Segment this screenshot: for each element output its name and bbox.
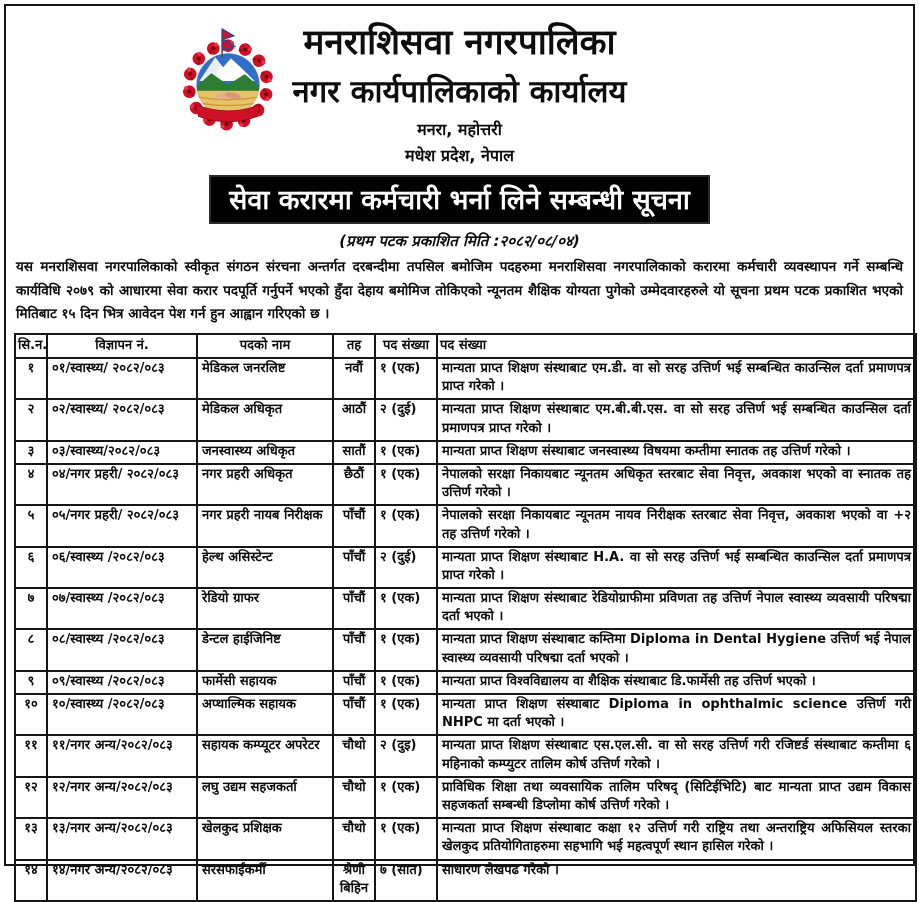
vacancy-table-body: [15, 358, 916, 901]
level-cell: आठौं: [333, 399, 375, 440]
level-cell: पाँचौं: [333, 671, 375, 694]
qualification-cell: मान्यता प्राप्त शिक्षण संस्थाबाट एम.डी. वा सो सरह उत्तिर्ण भई सम्बन्धित काउन्सिल दर्ता प्रमाणपत्र प्राप्त गरेको ।: [437, 358, 916, 399]
table-row: [15, 629, 916, 670]
address-district: मनरा, महोत्तरी: [417, 119, 502, 139]
post-name-cell: हेल्थ असिस्टेन्ट: [197, 547, 333, 588]
level-cell: छैठौं: [333, 464, 375, 505]
post-name-cell: नगर प्रहरी नायब निरीक्षक: [197, 505, 333, 546]
advt-no-cell: १०/स्वास्थ्य /२०८२/०८३: [47, 694, 197, 735]
header-row: [15, 334, 916, 358]
count-cell: २ (दुई): [375, 547, 437, 588]
sn-cell: ५: [15, 505, 47, 546]
qualification-cell: मान्यता प्राप्त शिक्षण संस्थाबाट कक्षा १२ उत्तिर्ण गरी राष्ट्रिय तथा अन्तराष्ट्रिय अफिसियल स्तरका खेलकुद प्रतियोगिताहरुमा सहभागि भई महत्वपूर्ण स्थान हासिल गरेको ।: [437, 818, 916, 859]
notice-document: [4, 4, 915, 896]
table-row: [15, 358, 916, 399]
count-cell: १ (एक): [375, 818, 437, 859]
advt-no-cell: ०२/स्वास्थ्य/ २०८२/०८३: [47, 399, 197, 440]
post-name-cell: सहायक कम्प्यूटर अपरेटर: [197, 735, 333, 776]
qualification-cell: मान्यता प्राप्त विश्वविद्यालय वा शैक्षिक संस्थाबाट डि.फार्मेसी तह उत्तिर्ण भएको ।: [437, 671, 916, 694]
qualification-cell: मान्यता प्राप्त शिक्षण संस्थाबाट रेडियोग्राफीमा प्रविणता तह उत्तिर्ण नेपाल स्वास्थ्य व्यवसायी परिषद्मा दर्ता भएको ।: [437, 588, 916, 629]
table-row: [15, 505, 916, 546]
count-cell: १ (एक): [375, 694, 437, 735]
qualification-cell: मान्यता प्राप्त शिक्षण संस्थाबाट एम.बी.बी.एस. वा सो सरह उत्तिर्ण भई सम्बन्धित काउन्सिल दर्ता प्रमाणपत्र प्राप्त गरेको ।: [437, 399, 916, 440]
table-row: [15, 588, 916, 629]
qualification-cell: नेपालको सरक्षा निकायबाट न्यूनतम नायव निरीक्षक स्तरबाट सेवा निवृत्त, अवकाश भएको वा +२ तह उत्तिर्ण गरेको ।: [437, 505, 916, 546]
municipality-name: मनराशिसवा नगरपालिका: [303, 23, 616, 63]
level-cell: चौथो: [333, 818, 375, 859]
advt-no-cell: ०४/नगर प्रहरी/ २०८२/०८३: [47, 464, 197, 505]
advt-no-cell: ०६/स्वास्थ्य /२०८२/०८३: [47, 547, 197, 588]
sn-cell: १३: [15, 818, 47, 859]
advt-no-cell: १३/नगर अन्य/२०८२/०८३: [47, 818, 197, 859]
office-name: नगर कार्यपालिकाको कार्यालय: [292, 73, 627, 110]
sn-cell: ८: [15, 629, 47, 670]
advt-no-cell: ०१/स्वास्थ्य/ २०८२/०८३: [47, 358, 197, 399]
post-name-cell: खेलकुद प्रशिक्षक: [197, 818, 333, 859]
count-cell: १ (एक): [375, 505, 437, 546]
notice-title-banner: सेवा करारमा कर्मचारी भर्ना लिने सम्बन्धी सूचना: [209, 175, 710, 224]
advt-no-cell: १२/नगर अन्य/२०८२/०८३: [47, 777, 197, 818]
qualification-cell: मान्यता प्राप्त शिक्षण संस्थाबाट कम्तिमा Diploma in Dental Hygiene उत्तिर्ण भई नेपाल स्वास्थ्य व्यवसायी परिषद्मा दर्ता भएको ।: [437, 629, 916, 670]
column-header-3: तह: [333, 334, 375, 358]
table-row: [15, 818, 916, 859]
count-cell: २ (दुई): [375, 399, 437, 440]
sn-cell: १: [15, 358, 47, 399]
post-name-cell: मेडिकल जनरलिष्ट: [197, 358, 333, 399]
post-name-cell: रेडियो ग्राफर: [197, 588, 333, 629]
level-cell: पाँचौं: [333, 505, 375, 546]
advt-no-cell: ०३/स्वास्थ्य/२०८२/०८३: [47, 441, 197, 464]
level-cell: पाँचौं: [333, 547, 375, 588]
advt-no-cell: ०७/स्वास्थ्य /२०८२/०८३: [47, 588, 197, 629]
sn-cell: १०: [15, 694, 47, 735]
address-province: मधेश प्रदेश, नेपाल: [405, 145, 514, 165]
sn-cell: ७: [15, 588, 47, 629]
letterhead: [6, 6, 913, 166]
column-header-4: पद संख्या: [375, 334, 437, 358]
sn-cell: १४: [15, 860, 47, 901]
level-cell: सातौं: [333, 441, 375, 464]
count-cell: १ (एक): [375, 588, 437, 629]
advt-no-cell: ०९/स्वास्थ्य /२०८२/०८३: [47, 671, 197, 694]
qualification-cell: प्राविधिक शिक्षा तथा व्यवसायिक तालिम परिषद् (सिटिईभिटि) बाट मान्यता प्राप्त उद्यम विकास सहजकर्ता सम्बन्धी डिप्लोमा कोर्ष उत्तिर्ण गरेको ।: [437, 777, 916, 818]
level-cell: चौथो: [333, 777, 375, 818]
post-name-cell: लघु उद्यम सहजकर्ता: [197, 777, 333, 818]
sn-cell: ६: [15, 547, 47, 588]
qualification-cell: मान्यता प्राप्त शिक्षण संस्थाबाट H.A. वा सो सरह उत्तिर्ण भई सम्बन्धित काउन्सिल दर्ता प्रमाणपत्र प्राप्त गरेको ।: [437, 547, 916, 588]
table-row: [15, 547, 916, 588]
advt-no-cell: १४/नगर अन्य/२०८२/०८३: [47, 860, 197, 901]
advt-no-cell: ०५/नगर प्रहरी/ २०८२/०८३: [47, 505, 197, 546]
count-cell: १ (एक): [375, 671, 437, 694]
count-cell: १ (एक): [375, 777, 437, 818]
level-cell: श्रेणी बिहिन: [333, 860, 375, 901]
count-cell: ७ (सात): [375, 860, 437, 901]
level-cell: चौथो: [333, 735, 375, 776]
level-cell: पाँचौं: [333, 588, 375, 629]
qualification-cell: साधारण लेखपढ गरेको ।: [437, 860, 916, 901]
table-row: [15, 735, 916, 776]
nepal-government-emblem-icon: [174, 24, 282, 136]
sn-cell: ११: [15, 735, 47, 776]
advt-no-cell: ११/नगर अन्य/२०८२/०८३: [47, 735, 197, 776]
post-name-cell: डेन्टल हाईजिनिष्ट: [197, 629, 333, 670]
table-row: [15, 399, 916, 440]
qualification-cell: नेपालको सरक्षा निकायबाट न्यूनतम अधिकृत स्तरबाट सेवा निवृत्त, अवकाश भएको वा स्नातक तह उत्तिर्ण गरेको ।: [437, 464, 916, 505]
count-cell: २ (दुइ): [375, 735, 437, 776]
level-cell: पाँचौं: [333, 629, 375, 670]
table-row: [15, 694, 916, 735]
count-cell: १ (एक): [375, 358, 437, 399]
level-cell: नवौं: [333, 358, 375, 399]
column-header-1: विज्ञापन नं.: [47, 334, 197, 358]
post-name-cell: नगर प्रहरी अधिकृत: [197, 464, 333, 505]
count-cell: १ (एक): [375, 441, 437, 464]
sn-cell: ३: [15, 441, 47, 464]
table-row: [15, 671, 916, 694]
post-name-cell: फार्मेसी सहायक: [197, 671, 333, 694]
table-row: [15, 441, 916, 464]
advt-no-cell: ०८/स्वास्थ्य /२०८२/०८३: [47, 629, 197, 670]
sn-cell: १२: [15, 777, 47, 818]
vacancy-table: [14, 333, 917, 902]
table-row: [15, 777, 916, 818]
qualification-cell: मान्यता प्राप्त शिक्षण संस्थाबाट Diploma in ophthalmic science उत्तिर्ण गरी NHPC मा दर्ता भएको ।: [437, 694, 916, 735]
post-name-cell: अप्थाल्मिक सहायक: [197, 694, 333, 735]
qualification-cell: मान्यता प्राप्त शिक्षण संस्थाबाट एस.एल.सी. वा सो सरह उत्तिर्ण गरी रजिष्टर्ड संस्थाबाट कम्तीमा ६ महिनाको कम्प्युटर तालिम कोर्ष उत्तिर्ण गरेको ।: [437, 735, 916, 776]
column-header-5: पद संख्या: [437, 334, 916, 358]
column-header-2: पदको नाम: [197, 334, 333, 358]
qualification-cell: मान्यता प्राप्त शिक्षण संस्थाबाट जनस्वास्थ्य विषयमा कम्तीमा स्नातक तह उत्तिर्ण गरेको ।: [437, 441, 916, 464]
count-cell: १ (एक): [375, 464, 437, 505]
post-name-cell: सरसफाईकर्मी: [197, 860, 333, 901]
table-row: [15, 860, 916, 901]
post-name-cell: जनस्वास्थ्य अधिकृत: [197, 441, 333, 464]
table-row: [15, 464, 916, 505]
sn-cell: २: [15, 399, 47, 440]
post-name-cell: मेडिकल अधिकृत: [197, 399, 333, 440]
sn-cell: ४: [15, 464, 47, 505]
notice-title-row: [6, 175, 913, 224]
sn-cell: ९: [15, 671, 47, 694]
count-cell: १ (एक): [375, 629, 437, 670]
intro-paragraph: यस मनराशिसवा नगरपालिकाको स्वीकृत संगठन संरचना अन्तर्गत दरबन्दीमा तपसिल बमोजिम पदहरुमा मनराशिसवा नगरपालिकाको करारमा कर्मचारी व्यवस्थापन गर्ने सम्बन्धि कार्यविधि २०७९ को आधारमा सेवा करार पदपूर्ति गर्नुपर्ने भएको हुँदा देहाय बमोमिज तोकिएको न्यूनतम शैक्षिक योग्यता पुगेको उम्मेदवारहरुले यो सूचना प्रथम पटक प्रकाशित भएको मितिबाट १५ दिन भित्र आवेदन पेश गर्न हुन आह्वान गरिएको छ ।: [16, 258, 903, 323]
vacancy-table-header: [15, 334, 916, 358]
level-cell: पाँचौं: [333, 694, 375, 735]
column-header-0: सि.न.: [15, 334, 47, 358]
published-date: (प्रथम पटक प्रकाशित मिति :२०८२/०८/०४): [339, 231, 580, 250]
